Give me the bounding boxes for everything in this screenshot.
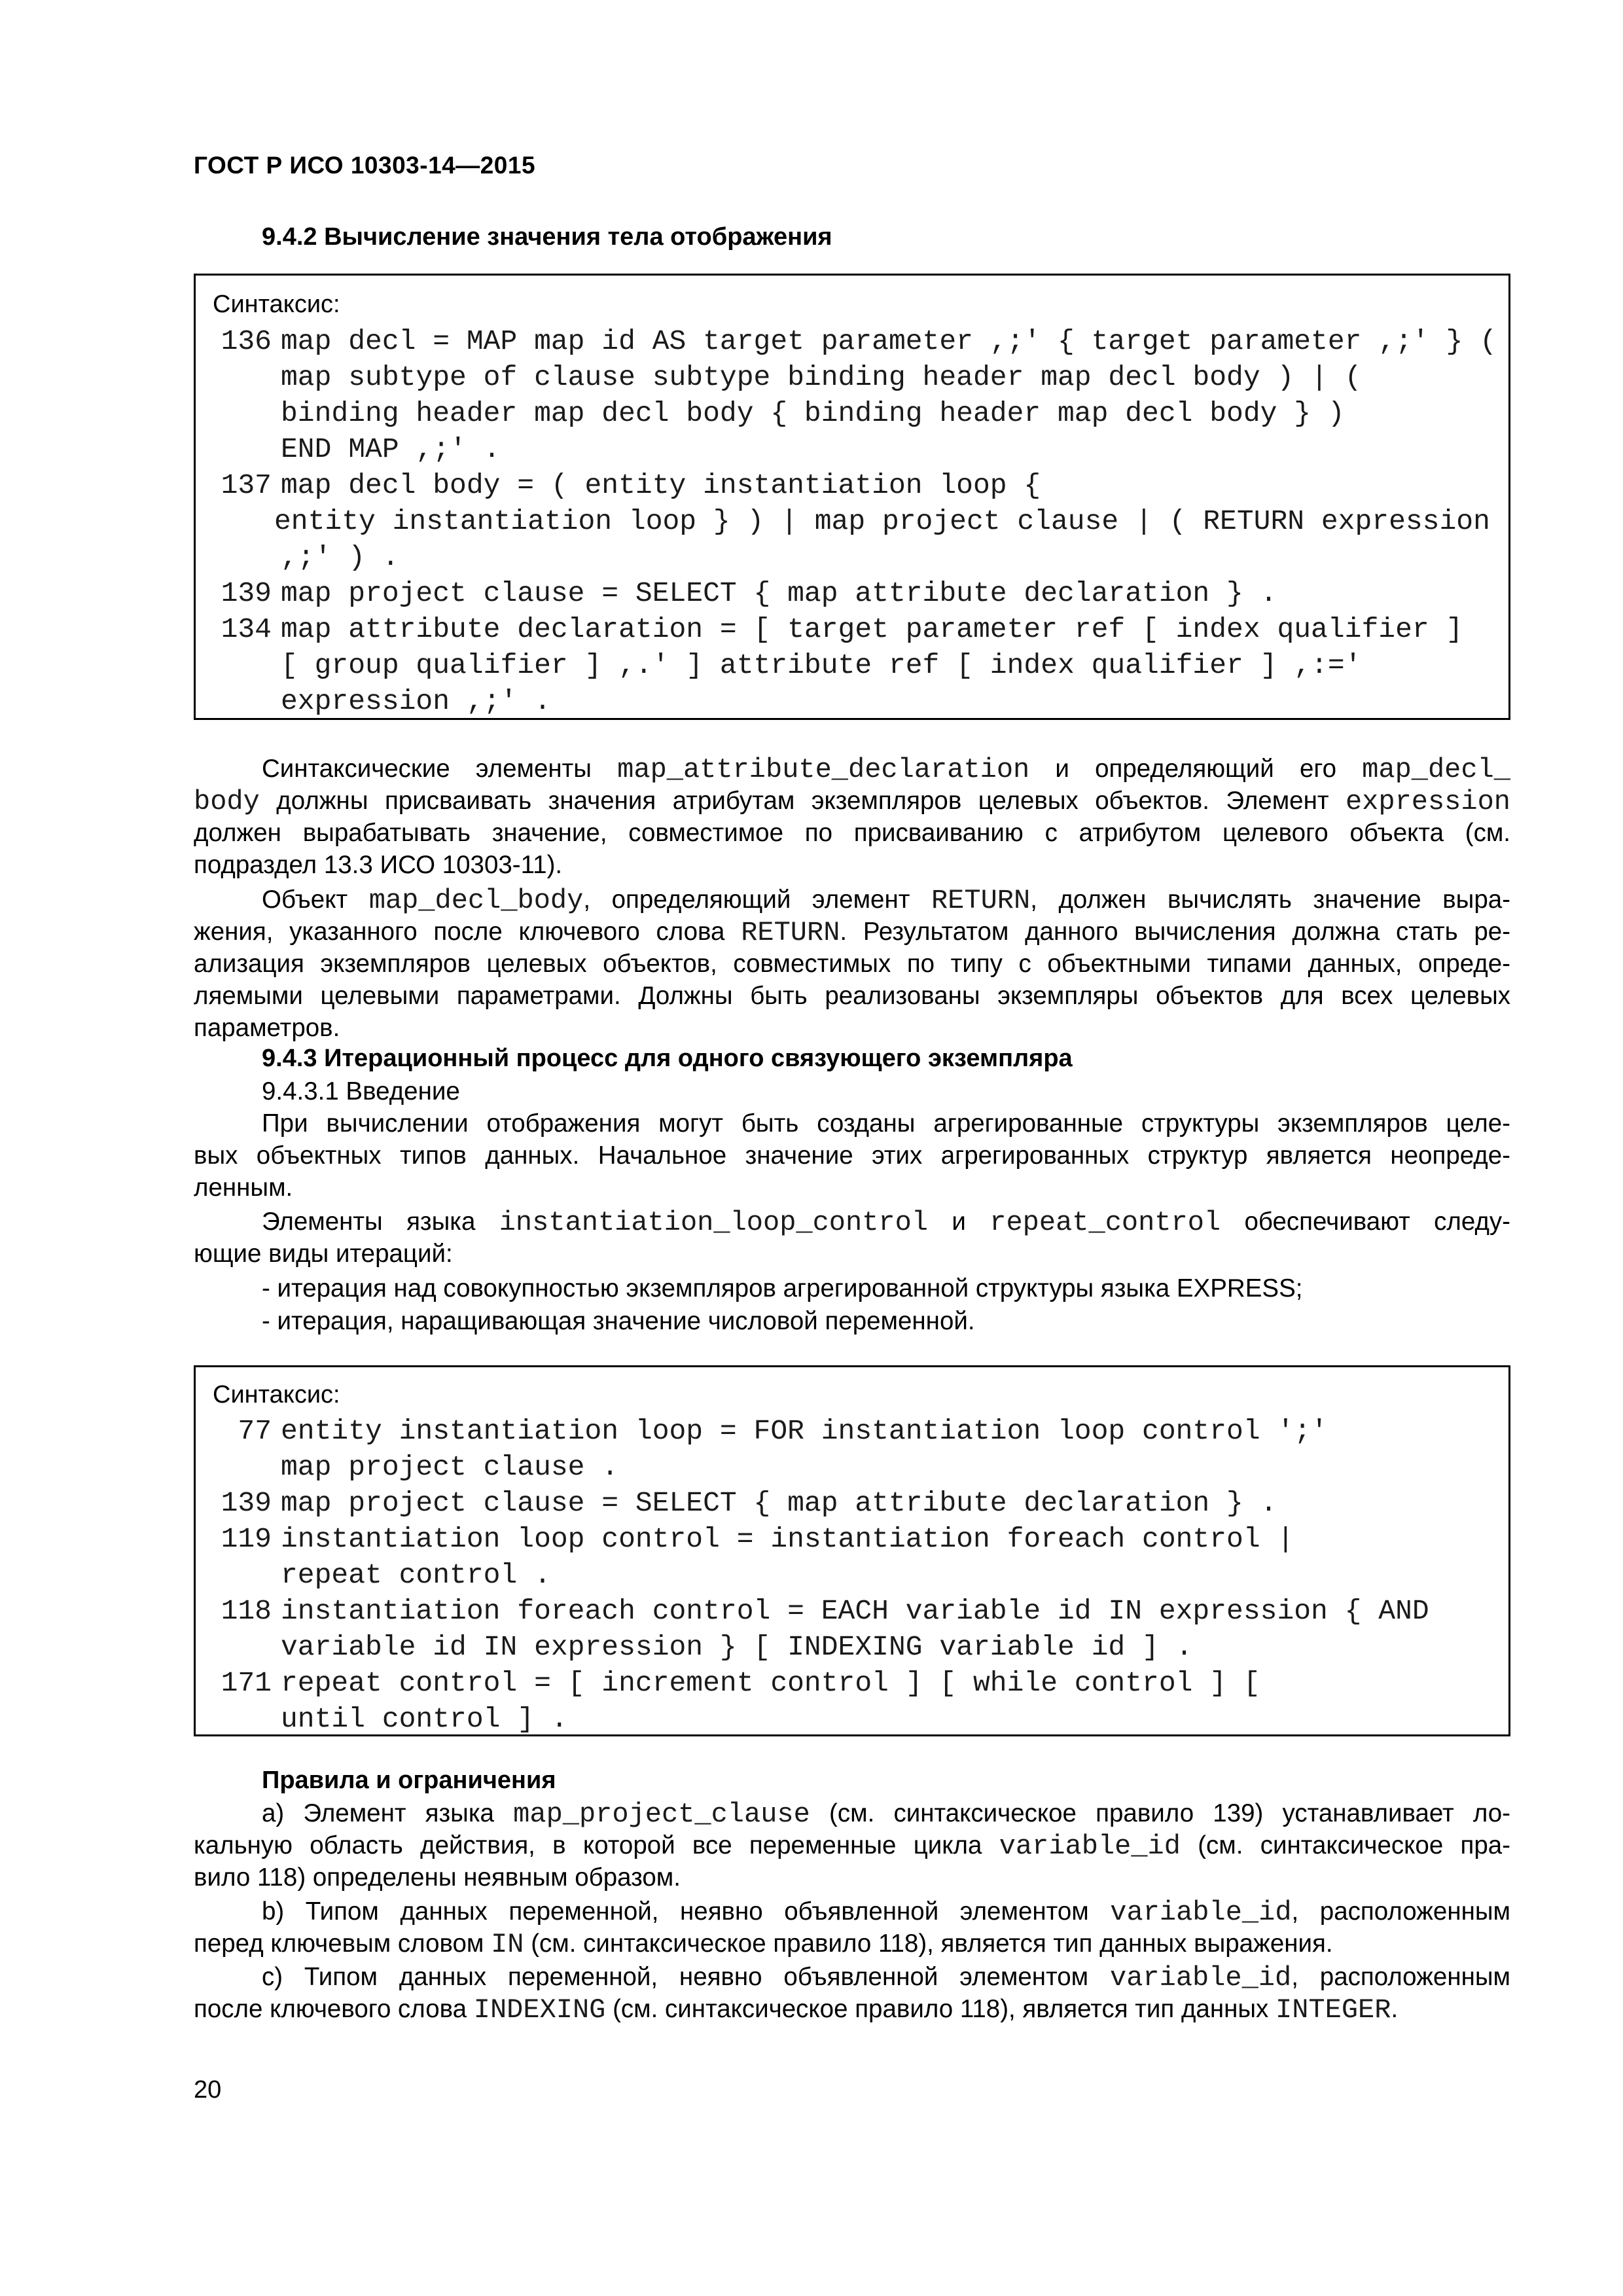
rule-number: 139: [221, 577, 272, 609]
section-heading-9-4-2: 9.4.2 Вычисление значения тела отображения: [262, 223, 832, 251]
rule-number: 118: [221, 1595, 272, 1627]
rule-number: 171: [221, 1667, 272, 1699]
rule-number: 136: [221, 325, 272, 357]
paragraph-iteration-elements: Элементы языка instantiation_loop_control и repeat_control обеспечивают следу- ющие виды итераций:: [194, 1207, 1510, 1268]
syntax-title: Синтаксис:: [213, 1381, 340, 1408]
syntax-box-map-decl: [194, 274, 1510, 720]
rule-item-a: a) Элемент языка map_project_clause (см. синтаксическое правило 139) устанавливает ло- кальную область действия, в которой все переменные цикла variable_id (см. синтаксическое пра- вило 118) определены неявным образом.: [194, 1799, 1510, 1892]
code-line: map project clause = SELECT { map attribute declaration } .: [281, 577, 1277, 609]
code-line: repeat control .: [281, 1559, 551, 1591]
rule-item-b: b) Типом данных переменной, неявно объявленной элементом variable_id, расположенным перед ключевым словом IN (см. синтаксическое правило 118), является тип данных выражения.: [194, 1897, 1510, 1960]
syntax-box-instantiation-loop: [194, 1365, 1510, 1736]
rule-item-c: c) Типом данных переменной, неявно объявленной элементом variable_id, расположенным после ключевого слова INDEXING (см. синтаксическое правило 118), является тип данных INTEGER.: [194, 1962, 1510, 2026]
rule-number: 139: [221, 1487, 272, 1519]
code-line: map project clause .: [281, 1451, 619, 1483]
syntax-title: Синтаксис:: [213, 291, 340, 318]
page-number: 20: [194, 2076, 222, 2104]
document-code-header: ГОСТ Р ИСО 10303-14—2015: [194, 152, 536, 179]
subsection-heading-9-4-3-1: 9.4.3.1 Введение: [262, 1077, 460, 1105]
code-line: instantiation foreach control = EACH variable id IN expression { AND: [281, 1595, 1429, 1627]
code-line: map decl = MAP map id AS target parameter ,;' { target parameter ,;' } (: [281, 325, 1497, 357]
paragraph-aggregate-structures: При вычислении отображения могут быть созданы агрегированные структуры экземпляров целе- вых объектных типов данных. Начальное значение этих агрегированных структур является неопреде- ленным.: [194, 1109, 1510, 1202]
rule-number: 134: [221, 613, 272, 645]
code-line: until control ] .: [281, 1703, 568, 1735]
section-heading-9-4-3: 9.4.3 Итерационный процесс для одного связующего экземпляра: [262, 1045, 1073, 1072]
paragraph-syntactic-elements: Синтаксические элементы map_attribute_declaration и определяющий его map_decl_ body должны присваивать значения атрибутам экземпляров целевых объектов. Элемент expression должен вырабатывать значение, совместимое по присваиванию с атрибутом целевого объекта (см. подраздел 13.3 ИСО 10303-11).: [194, 754, 1510, 879]
paragraph-map-decl-body: Объект map_decl_body, определяющий элемент RETURN, должен вычислять значение выра- жения, указанного после ключевого слова RETURN. Результатом данного вычисления должна стать ре- ализация экземпляров целевых объектов, совместимых по типу с объектными типами данных, опреде- ляемыми целевыми параметрами. Должны быть реализованы экземпляры объектов для всех целевых параметров.: [194, 885, 1510, 1042]
code-line: entity instantiation loop = FOR instantiation loop control ';': [281, 1415, 1328, 1447]
code-line: repeat control = [ increment control ] [ while control ] [: [281, 1667, 1260, 1699]
code-line: instantiation loop control = instantiation foreach control |: [281, 1523, 1294, 1555]
rule-number: 77: [238, 1415, 272, 1447]
rules-heading: Правила и ограничения: [262, 1767, 556, 1794]
code-line: map project clause = SELECT { map attribute declaration } .: [281, 1487, 1277, 1519]
list-item: - итерация, наращивающая значение числовой переменной.: [262, 1307, 975, 1335]
code-line: variable id IN expression } [ INDEXING variable id ] .: [281, 1631, 1193, 1663]
code-line: binding header map decl body { binding header map decl body } ): [281, 397, 1345, 429]
code-line: [ group qualifier ] ,.' ] attribute ref [ index qualifier ] ,:=': [281, 649, 1362, 681]
code-line: map attribute declaration = [ target parameter ref [ index qualifier ]: [281, 613, 1463, 645]
code-line: ,;' ) .: [281, 541, 399, 573]
code-line: expression ,;' .: [281, 685, 551, 717]
code-line: map decl body = ( entity instantiation loop {: [281, 469, 1041, 501]
code-line: map subtype of clause subtype binding header map decl body ) | (: [281, 361, 1362, 393]
rule-number: 119: [221, 1523, 272, 1555]
code-line: entity instantiation loop } ) | map project clause | ( RETURN expression: [274, 505, 1490, 537]
list-item: - итерация над совокупностью экземпляров агрегированной структуры языка EXPRESS;: [262, 1274, 1303, 1302]
rule-number: 137: [221, 469, 272, 501]
code-line: END MAP ,;' .: [281, 433, 501, 465]
